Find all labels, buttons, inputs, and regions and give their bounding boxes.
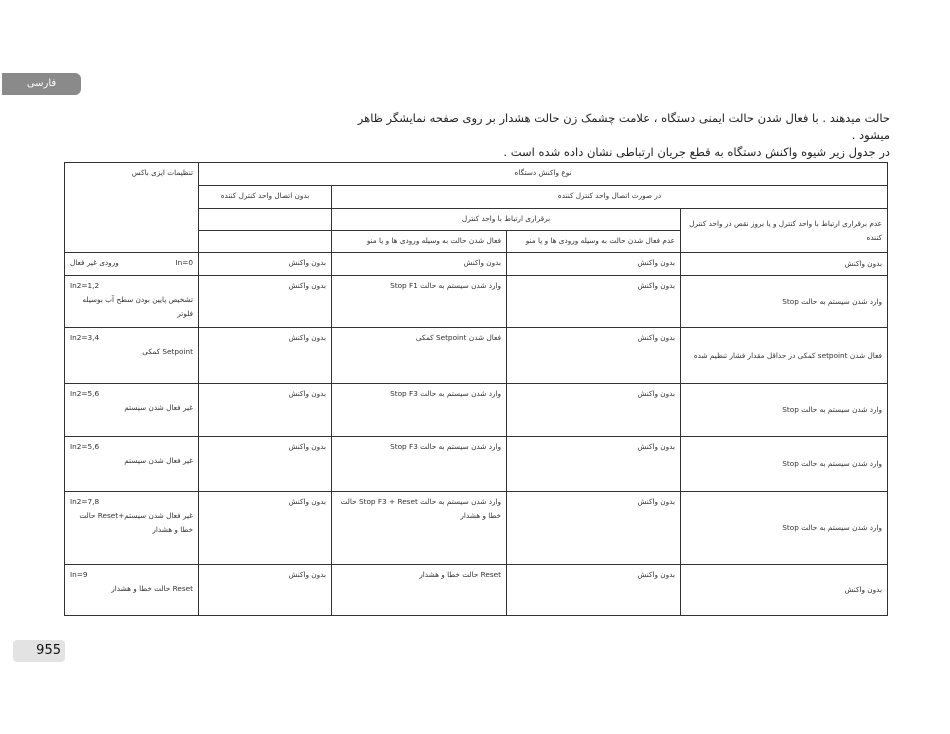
page-number: 955 xyxy=(13,640,65,662)
table-row xyxy=(65,253,888,276)
header-input-enabled: فعال شدن حالت به وسیله ورودی ها و یا منو xyxy=(332,231,507,253)
cell-without-controller: بدون واکنش xyxy=(199,492,332,565)
cell-input-enabled: بدون واکنش xyxy=(332,253,507,276)
ez-code: In=9 xyxy=(70,570,88,579)
table-row xyxy=(65,276,888,328)
cell-easybox xyxy=(65,565,199,616)
header-without-controller: بدون اتصال واحد کنترل کننده xyxy=(199,186,332,209)
cell-input-disabled: بدون واکنش xyxy=(507,253,681,276)
ez-desc: تشخیص پایین بودن سطح آب بوسیله فلوتر xyxy=(82,295,193,318)
cell-input-enabled: فعال شدن Setpoint کمکی xyxy=(332,328,507,384)
cell-without-controller: بدون واکنش xyxy=(199,437,332,492)
cell-without-controller: بدون واکنش xyxy=(199,276,332,328)
table-row xyxy=(65,492,888,565)
intro-text xyxy=(330,110,890,161)
ez-desc: غیر فعال شدن سیستم xyxy=(124,456,193,465)
cell-input-enabled: وارد شدن سیستم به حالت Stop F3 + Reset حالت خطا و هشدار xyxy=(332,492,507,565)
cell-no-comm: وارد شدن سیستم به حالت Stop xyxy=(681,276,888,328)
cell-easybox xyxy=(65,492,199,565)
ez-desc: ورودی غیر فعال xyxy=(70,258,119,267)
cell-input-enabled: وارد شدن سیستم به حالت Stop F1 xyxy=(332,276,507,328)
ez-desc: Setpoint کمکی xyxy=(142,347,193,356)
language-tab[interactable]: فارسی xyxy=(2,73,81,95)
cell-without-controller: بدون واکنش xyxy=(199,565,332,616)
reaction-table xyxy=(64,162,888,616)
cell-no-comm: وارد شدن سیستم به حالت Stop xyxy=(681,384,888,437)
intro-line-2: در جدول زیر شیوه واکنش دستگاه به قطع جریان ارتباطی نشان داده شده است . xyxy=(503,145,890,159)
cell-without-controller: بدون واکنش xyxy=(199,384,332,437)
ez-code: In=0 xyxy=(175,258,193,267)
cell-without-controller: بدون واکنش xyxy=(199,253,332,276)
cell-input-disabled: بدون واکنش xyxy=(507,328,681,384)
header-reaction-type: نوع واکنش دستگاه xyxy=(199,163,888,186)
cell-easybox xyxy=(65,437,199,492)
ez-desc: Reset حالت خطا و هشدار xyxy=(111,584,193,593)
cell-no-comm: فعال شدن setpoint کمکی در حداقل مقدار فشار تنظیم شده xyxy=(681,328,888,384)
intro-line-1: حالت میدهند . با فعال شدن حالت ایمنی دستگاه ، علامت چشمک زن حالت هشدار بر روی صفحه نمایشگر ظاهر میشود . xyxy=(357,111,890,142)
header-empty xyxy=(199,209,332,231)
header-empty-2 xyxy=(199,231,332,253)
table-row xyxy=(65,384,888,437)
cell-no-comm: بدون واکنش xyxy=(681,253,888,276)
cell-no-comm: وارد شدن سیستم به حالت Stop xyxy=(681,492,888,565)
cell-easybox xyxy=(65,253,199,276)
header-comm-ok: برقراری ارتباط با واحد کنترل xyxy=(332,209,681,231)
ez-code: In2=7,8 xyxy=(70,497,100,506)
table-row xyxy=(65,437,888,492)
cell-input-enabled: وارد شدن سیستم به حالت Stop F3 xyxy=(332,384,507,437)
cell-no-comm: بدون واکنش xyxy=(681,565,888,616)
table-row xyxy=(65,328,888,384)
header-with-controller: در صورت اتصال واحد کنترل کننده xyxy=(332,186,888,209)
cell-input-disabled: بدون واکنش xyxy=(507,565,681,616)
cell-easybox xyxy=(65,384,199,437)
ez-code: In2=5,6 xyxy=(70,442,100,451)
cell-easybox xyxy=(65,276,199,328)
header-input-disabled: عدم فعال شدن حالت به وسیله ورودی ها و یا منو xyxy=(507,231,681,253)
ez-code: In2=3,4 xyxy=(70,333,100,342)
cell-input-disabled: بدون واکنش xyxy=(507,492,681,565)
cell-input-disabled: بدون واکنش xyxy=(507,276,681,328)
cell-without-controller: بدون واکنش xyxy=(199,328,332,384)
table-row xyxy=(65,565,888,616)
cell-easybox xyxy=(65,328,199,384)
header-easybox-settings: تنظیمات ایزی باکس xyxy=(65,163,199,253)
cell-input-disabled: بدون واکنش xyxy=(507,437,681,492)
cell-input-enabled: وارد شدن سیستم به حالت Stop F3 xyxy=(332,437,507,492)
header-no-comm: عدم برقراری ارتباط با واحد کنترل و یا بروز نقص در واحد کنترل کننده xyxy=(681,209,888,253)
ez-code: In2=1,2 xyxy=(70,281,100,290)
ez-code: In2=5,6 xyxy=(70,389,100,398)
ez-desc: غیر فعال شدن سیستم+Reset حالت خطا و هشدار xyxy=(79,511,193,534)
cell-input-enabled: Reset حالت خطا و هشدار xyxy=(332,565,507,616)
cell-input-disabled: بدون واکنش xyxy=(507,384,681,437)
ez-desc: غیر فعال شدن سیستم xyxy=(124,403,193,412)
cell-no-comm: وارد شدن سیستم به حالت Stop xyxy=(681,437,888,492)
